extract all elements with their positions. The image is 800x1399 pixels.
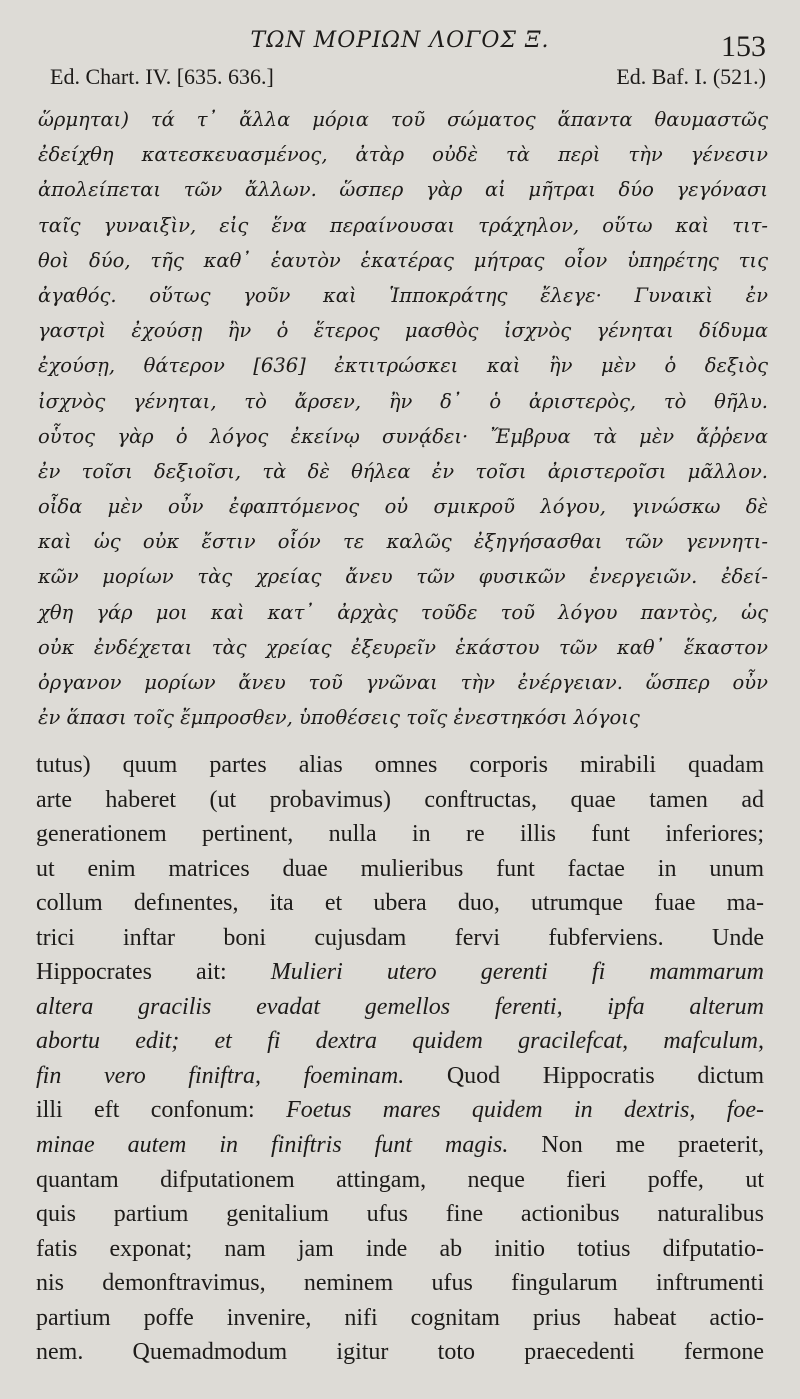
greek-line: οἶδα μὲν οὖν ἐφαπτόμενος οὐ σμικροῦ λόγου, γινώσκω δὲ bbox=[38, 495, 768, 519]
greek-text-block bbox=[38, 102, 768, 735]
page-number: 153 bbox=[721, 30, 766, 63]
latin-segment: nem. Quemadmodum igitur toto praecedenti fermone bbox=[36, 1339, 764, 1366]
latin-line bbox=[36, 1335, 764, 1370]
latin-quotation-segment: fin vero finiftra, foeminam. bbox=[36, 1062, 405, 1089]
greek-line: κῶν μορίων τὰς χρείας ἄνευ τῶν φυσικῶν ἐνεργειῶν. ἐδεί- bbox=[38, 565, 768, 589]
latin-line bbox=[36, 1163, 764, 1198]
greek-line: ἀγαθός. οὕτως γοῦν καὶ Ἱπποκράτης ἔλεγε· Γυναικὶ ἐν bbox=[38, 283, 768, 307]
latin-quotation-segment: Mulieri utero gerenti fi mammarum bbox=[270, 959, 764, 986]
greek-line: θοὶ δύο, τῆς καθ᾽ ἑαυτὸν ἑκατέρας μήτρας οἷον ὑπηρέτης τις bbox=[38, 248, 768, 272]
latin-quotation-segment: abortu edit; et fi dextra quidem gracilefcat, mafculum, bbox=[36, 1028, 764, 1055]
latin-line bbox=[36, 955, 764, 990]
latin-segment: quis partium genitalium ufus fine actionibus naturalibus bbox=[36, 1201, 764, 1228]
greek-line: χθη γάρ μοι καὶ κατ᾽ ἀρχὰς τοῦδε τοῦ λόγου παντὸς, ὡς bbox=[38, 600, 768, 624]
latin-quotation-segment: altera gracilis evadat gemellos ferenti, ipfa alterum bbox=[36, 993, 764, 1020]
latin-segment: arte haberet (ut probavimus) conftructas, quae tamen ad bbox=[36, 786, 764, 813]
greek-line: ἐν τοῖσι δεξιοῖσι, τὰ δὲ θήλεα ἐν τοῖσι ἀριστεροῖσι μᾶλλον. bbox=[38, 459, 768, 483]
latin-line bbox=[36, 1232, 764, 1267]
latin-segment: fatis exponat; nam jam inde ab initio totius difputatio- bbox=[36, 1235, 764, 1262]
greek-line: ταῖς γυναιξὶν, εἰς ἕνα περαίνουσαι τράχηλον, οὕτω καὶ τιτ- bbox=[38, 213, 768, 237]
greek-line: ἐδείχθη κατεσκευασμένος, ἀτὰρ οὐδὲ τὰ περὶ τὴν γένεσιν bbox=[38, 143, 768, 167]
latin-segment: collum defınentes, ita et ubera duo, utrumque fuae ma- bbox=[36, 890, 764, 917]
edition-reference-right: Ed. Baf. I. (521.) bbox=[616, 64, 766, 89]
latin-line bbox=[36, 783, 764, 818]
running-title: ΤΩΝ ΜΟΡΙΩΝ ΛΟΓΟΣ Ξ. bbox=[250, 28, 550, 53]
greek-line: ὀργανον μορίων ἄνευ τοῦ γνῶναι τὴν ἐνέργειαν. ὥσπερ οὖν bbox=[38, 671, 768, 694]
greek-line: οὗτος γὰρ ὁ λόγος ἐκείνῳ συνᾴδει· Ἔμβρυα τὰ μὲν ἄῤῥενα bbox=[38, 424, 768, 448]
latin-line bbox=[36, 748, 764, 783]
latin-line bbox=[36, 1024, 764, 1059]
latin-line bbox=[36, 886, 764, 921]
latin-line bbox=[36, 817, 764, 852]
latin-line bbox=[36, 852, 764, 887]
greek-line: καὶ ὡς οὐκ ἔστιν οἷόν τε καλῶς ἐξηγήσασθαι τῶν γεννητι- bbox=[38, 530, 768, 554]
greek-line: ἐν ἅπασι τοῖς ἔμπροσθεν, ὑποθέσεις τοῖς ἐνεστηκόσι λόγοις bbox=[38, 706, 640, 730]
latin-segment: quantam difputationem attingam, neque fieri poffe, ut bbox=[36, 1166, 764, 1193]
greek-line: ὥρμηται) τά τ᾽ ἄλλα μόρια τοῦ σώματος ἅπαντα θαυμαστῶς bbox=[38, 108, 768, 131]
greek-line: ἀπολείπεται τῶν ἄλλων. ὥσπερ γὰρ αἱ μῆτραι δύο γεγόνασι bbox=[38, 178, 768, 202]
latin-quotation-segment: minae autem in finiftris funt magis. bbox=[36, 1132, 509, 1159]
greek-line: ἰσχνὸς γένηται, τὸ ἄρσεν, ἢν δ᾽ ὁ ἀριστερὸς, τὸ θῆλυ. bbox=[38, 389, 768, 413]
greek-line: οὐκ ἐνδέχεται τὰς χρείας ἐξευρεῖν ἑκάστου τῶν καθ᾽ ἕκαστον bbox=[38, 635, 768, 659]
edition-reference-left: Ed. Chart. IV. [635. 636.] bbox=[50, 64, 274, 89]
latin-line bbox=[36, 1128, 764, 1163]
latin-text-block bbox=[36, 748, 764, 1370]
latin-segment: Non me praeterit, bbox=[508, 1132, 764, 1159]
latin-segment: Quod Hippocratis dictum bbox=[404, 1062, 764, 1089]
latin-line bbox=[36, 1301, 764, 1336]
latin-line bbox=[36, 1093, 764, 1128]
greek-line: γαστρὶ ἐχούσῃ ἢν ὁ ἕτερος μασθὸς ἰσχνὸς γένηται δίδυμα bbox=[38, 319, 768, 343]
greek-line: ἐχούσῃ, θάτερον [636] ἐκτιτρώσκει καὶ ἢν μὲν ὁ δεξιὸς bbox=[38, 354, 768, 378]
latin-segment: illi eft confonum: bbox=[36, 1097, 287, 1124]
latin-segment: tutus) quum partes alias omnes corporis mirabili quadam bbox=[36, 752, 764, 778]
latin-line bbox=[36, 990, 764, 1025]
latin-line bbox=[36, 1266, 764, 1301]
latin-line bbox=[36, 1059, 764, 1094]
latin-segment: partium poffe invenire, nifi cognitam prius habeat actio- bbox=[36, 1304, 764, 1331]
latin-segment: nis demonftravimus, neminem ufus fingularum inftrumenti bbox=[36, 1270, 764, 1297]
latin-line bbox=[36, 921, 764, 956]
latin-quotation-segment: Foetus mares quidem in dextris, foe- bbox=[286, 1097, 765, 1124]
latin-segment: ut enim matrices duae mulieribus funt factae in unum bbox=[36, 855, 764, 882]
latin-segment: trici inftar boni cujusdam fervi fubferviens. Unde bbox=[36, 924, 764, 951]
latin-segment: generationem pertinent, nulla in re illis funt inferiores; bbox=[36, 821, 764, 848]
latin-segment: Hippocrates ait: bbox=[36, 959, 271, 986]
latin-line bbox=[36, 1197, 764, 1232]
